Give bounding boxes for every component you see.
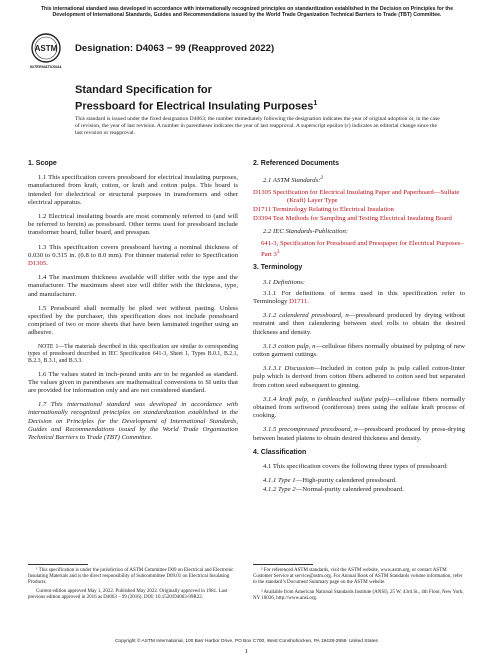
copyright: Copyright © ASTM International, 100 Barr Harbor Drive, PO Box C700, West Conshohocken, PA 19428-2959. United States [115,639,378,644]
ref-code[interactable]: D1711 [253,206,271,214]
terminology-heading: 3. Terminology [253,264,303,272]
para-3-1-3-1: 3.1.3.1 Discussion—Included in cotton pulp is pulp called cotton-linter pulp which is derived from cotton fibers adhered to cotton seed but separated from cotton seed subsequent to ginning. [253,365,465,389]
footnote-ref-2[interactable]: 2 [320,175,324,182]
footnote-divider-right [253,564,313,565]
right-column [253,160,465,501]
iec-ref-code[interactable]: 641-3 [261,239,277,247]
title-line-1: Standard Specification for [75,84,212,96]
para-1-7: 1.7 This international standard was developed in accordance with internationally recognized principles on standardization established in the Decision on Principles for the Development of International Standards, Guides and Recommendations issued by the World Trade Organization Technical Barriers to Trade (TBT) Committee. [28,401,238,442]
iec-ref-item[interactable] [253,240,465,260]
para-3-1-4: 3.1.4 kraft pulp, n (unbleached sulfate pulp)—cellulose fibers normally obtained from softwood (coniferous) trees using the sulfate kraft process of cooking. [253,395,465,420]
ref-item[interactable] [253,206,465,214]
ref-code[interactable]: D1305 [253,188,272,196]
referenced-documents-heading: 2. Referenced Documents [253,160,339,167]
para-4-1-1: 4.1.1 Type 1—High-purity calendered pressboard. [263,477,397,485]
para-1-3: 1.3 This specification covers pressboard having a nominal thickness of 0.030 to 0.315 in. (0.8 to 8.0 mm). For thinner material refer to Specification D1305. [28,243,238,268]
para-1-2: 1.2 Electrical insulating boards are most commonly referred to (and will be referred to herein) as pressboard. Other terms used for pressboard include transformer board, fuller board, and presspan. [28,213,238,237]
para-1-1: 1.1 This specification covers pressboard for electrical insulating purposes, manufactured from kraft, cotton, or kraft and cotton pulps. This board is intended for dielectrical or structural purposes in transformers and other electrical apparatus. [28,174,238,206]
title-footnote-ref[interactable]: 1 [313,100,318,107]
title-line-2: Pressboard for Electrical Insulating Purposes$^1$ [75,100,318,113]
footnote-ref-3[interactable]: 3 [276,248,280,255]
para-4-1-2: 4.1.2 Type 2—Normal-purity calendered pressboard. [263,486,404,494]
footnotes-left [28,568,238,601]
para-3-1-5: 3.1.5 precompressed pressboard, n—pressboard produced by press-drying between heated platens to obtain desired thickness and density. [253,426,465,442]
para-3-1-3: 3.1.3 cotton pulp, n—cellulose fibers normally obtained by pulping of new cotton garment cuttings. [253,342,465,358]
link-d1711[interactable]: D1711 [289,297,308,305]
link-d1305[interactable]: D1305 [28,260,47,268]
ref-text[interactable]: Specification for Electrical Insulating Paper and Paperboard—Sulfate (Kraft) Layer Type [272,188,460,204]
standard-note: This standard is issued under the fixed designation D4063; the number immediately following the designation indicates the year of original adoption or, in the case of revision, the year of last revision. A number in parentheses indicates the year of last reapproval. A superscript epsilon (ε) indicates an editorial change since the last revision or reapproval. [75,116,440,136]
footnotes-right [253,568,465,602]
para-4-1: 4.1 This specification covers the following three types of pressboard: [263,462,448,470]
definitions-label: 3.1 Definitions: [263,278,305,286]
footnote-divider-left [28,564,88,565]
footnote-2: ² For referenced ASTM standards, visit the ASTM website, www.astm.org, or contact ASTM Customer Service at service@astm.org. For Annual Book of ASTM Standards volume information, refer to the standard’s Document Summary page on the ASTM website. [253,568,463,586]
iec-standards-label: 2.2 IEC Standards-Publication: [263,228,349,236]
left-column [28,160,238,448]
footnote-3: ³ Available from American National Standards Institute (ANSI), 25 W. 43rd St., 4th Floor, New York, NY 10036, http://www.ansi.org. [253,589,464,601]
para-1-5: 1.5 Pressboard shall normally be plied wet without pasting. Unless specified by the purchaser, this specification does not include pressboard comprised of two or more sheets that have been laminated together using an adhesive. [28,304,238,337]
top-notice: This international standard was developed in accordance with internationally recognized principles on standardization established in the Decision on Principles for the Development of International Standards, Guides and Recommendations issued by the World Trade Organization Technical Barriers to Trade (TBT) Committee. [40,6,454,19]
ref-code[interactable]: D3394 [253,215,272,223]
logo-subtext: INTERNATIONAL [29,64,63,69]
footnote-1: ¹ This specification is under the jurisdiction of ASTM Committee D09 on Electrical and Electronic Insulating Materials and is the direct responsibility of Subcommittee D09.01 on Electrical Insulating Products. [28,568,234,586]
classification-heading: 4. Classification [253,448,307,456]
para-1-6: 1.6 The values stated in inch-pound units are to be regarded as standard. The values given in parentheses are mathematical conversions to SI units that are provided for information only and are not considered standard. [28,370,238,395]
para-3-1-1: 3.1.1 For definitions of terms used in this specification refer to Terminology D1711. [253,289,465,305]
designation: Designation: D4063 − 99 (Reapproved 2022) [75,43,275,54]
ref-item[interactable] [253,215,465,223]
iec-ref-text[interactable]: , Specification for Pressboard and Presspaper for Electrical Purposes–Part 3 [261,239,464,259]
ref-text[interactable]: Test Methods for Sampling and Testing Electrical Insulating Board [272,215,452,223]
para-1-4: 1.4 The maximum thickness available will differ with the type and the manufacturer. The maximum sheet size will differ with the thickness, type, and manufacturer. [28,274,238,298]
note-1: NOTE 1—The materials described in this specification are similar to corresponding types of pressboard described in IEC Specification 641-3, Sheet 1, Types B.0.1, B.2.1, B.2.3, B.3.1, and B.3.3. [28,343,238,364]
ref-text[interactable]: Terminology Relating to Electrical Insulation [272,206,394,214]
para-3-1-2: 3.1.2 calendered pressboard, n—pressboard produced by drying without restraint and then calendering between steel rolls to obtain the desired thickness and density. [253,312,466,336]
scope-heading: 1. Scope [28,160,57,167]
ref-item[interactable] [253,189,465,205]
page-number: 1 [244,648,249,655]
logo-text: ASTM [34,44,58,53]
document-title [75,84,317,114]
astm-standards-label: 2.1 ASTM Standards:$^2$ [263,175,324,185]
astm-logo [28,32,64,70]
footnote-1-edition: Current edition approved May 1, 2022. Published May 2022. Originally approved in 1981. Last previous edition approved in 2016 as D4063 – 99 (2016). DOI: 10.1520/D4063-99R22. [28,588,228,600]
